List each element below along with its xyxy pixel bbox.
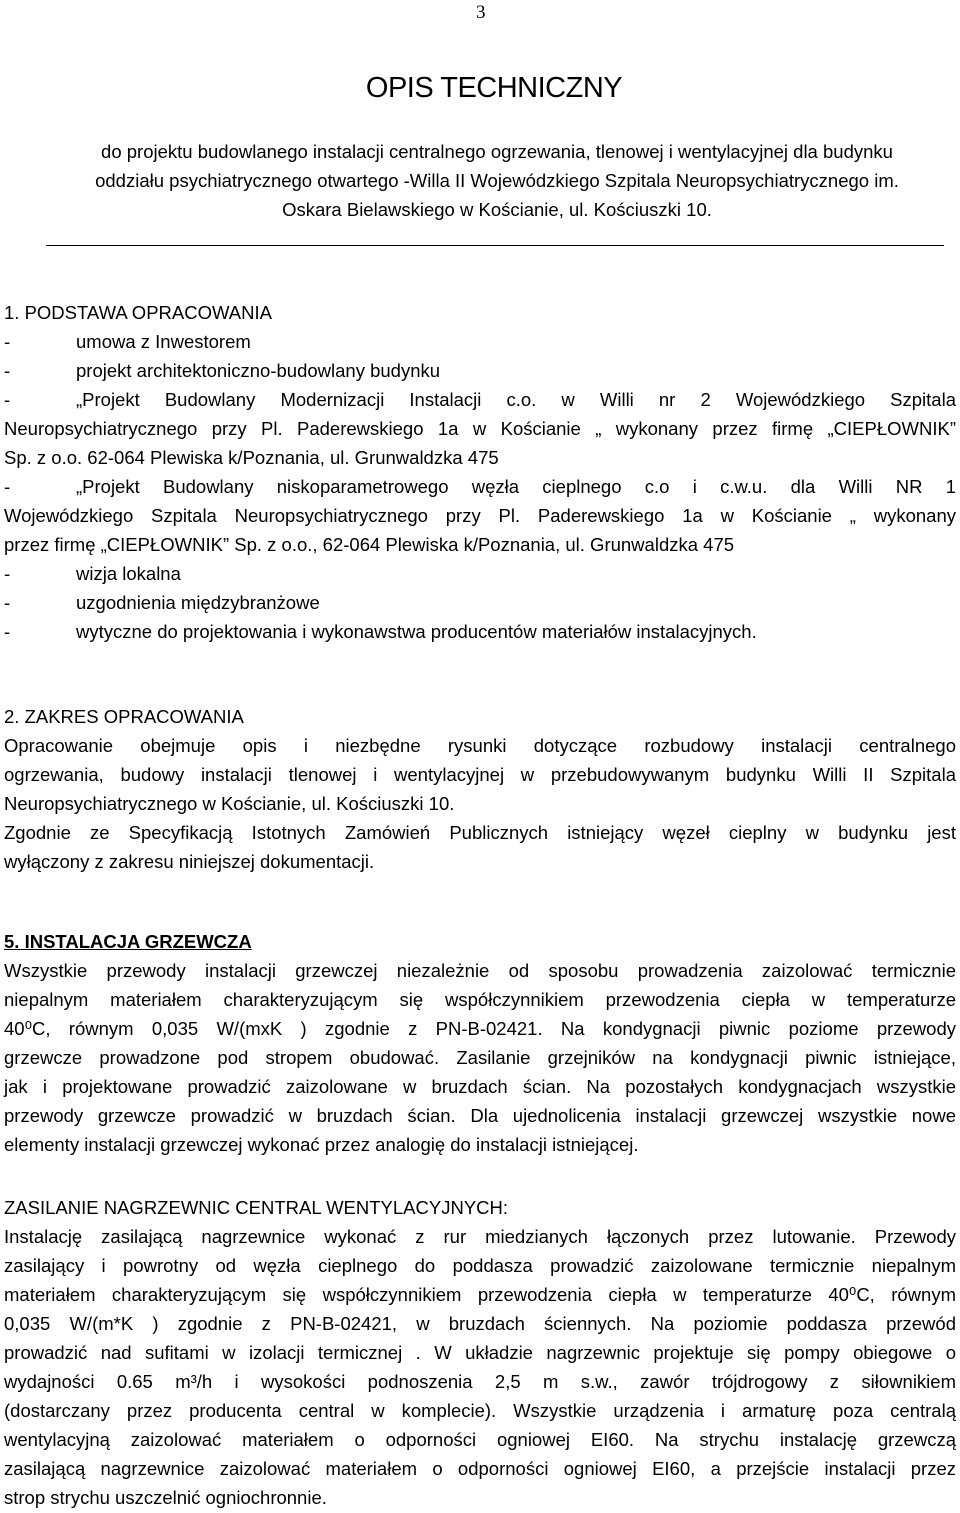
paragraph <box>4 1222 956 1512</box>
paragraph-line: zasilający i powrotny od węzła cieplnego do poddasza prowadzić zaizolowane termicznie niepalnym <box>4 1255 956 1276</box>
list-dash: - <box>4 476 11 497</box>
paragraph-line: 40⁰C, równym 0,035 W/(mxK ) zgodnie z PN-B-02421. Na kondygnacji piwnic poziome przewody <box>4 1018 956 1039</box>
list-item-text: umowa z Inwestorem <box>76 331 251 352</box>
paragraph-line: strop strychu uszczelnić ogniochronnie. <box>4 1487 327 1508</box>
list-dash: - <box>4 360 11 381</box>
section-heading: 1. PODSTAWA OPRACOWANIA <box>4 302 272 323</box>
paragraph-line: materiałem charakteryzującym się współczynnikiem przewodzenia ciepła w temperaturze 40⁰C, równym <box>4 1284 956 1305</box>
paragraph-line: jak i projektowane prowadzić zaizolowane w bruzdach ścian. Na pozostałych kondygnacjach wszystkie <box>4 1076 956 1097</box>
section-heading: ZASILANIE NAGRZEWNIC CENTRAL WENTYLACYJNYCH: <box>4 1197 509 1218</box>
paragraph-line: Opracowanie obejmuje opis i niezbędne rysunki dotyczące rozbudowy instalacji centralnego <box>4 735 956 756</box>
list-item <box>4 472 956 501</box>
list-item-text: projekt architektoniczno-budowlany budynku <box>76 360 441 381</box>
list-item-continuation: Neuropsychiatrycznego przy Pl. Paderewskiego 1a w Kościanie „ wykonany przez firmę „CIEPŁOWNIK” <box>4 418 956 439</box>
list-item-text: „Projekt Budowlany Modernizacji Instalacji c.o. w Willi nr 2 Wojewódzkiego Szpitala <box>76 389 956 410</box>
paragraph <box>4 731 956 818</box>
list-dash: - <box>4 331 11 352</box>
paragraph-line: wydajności 0.65 m³/h i wysokości podnoszenia 2,5 m s.w., zawór trójdrogowy z siłownikiem <box>4 1371 956 1392</box>
paragraph-line: Wszystkie przewody instalacji grzewczej niezależnie od sposobu prowadzenia zaizolować termicznie <box>4 960 956 981</box>
subtitle-line: do projektu budowlanego instalacji centralnego ogrzewania, tlenowej i wentylacyjnej dla budynku <box>101 141 893 162</box>
list-item-continuation: Sp. z o.o. 62-064 Plewiska k/Poznania, ul. Grunwaldzka 475 <box>4 447 499 468</box>
list-dash: - <box>4 389 11 410</box>
paragraph <box>4 818 956 876</box>
section-heading: 5. INSTALACJA GRZEWCZA <box>4 931 252 952</box>
list-item <box>4 385 956 414</box>
paragraph-line: Zgodnie ze Specyfikacją Istotnych Zamówień Publicznych istniejący węzeł cieplny w budynku jest <box>4 822 956 843</box>
section-basis <box>4 298 956 646</box>
list-item-text: uzgodnienia międzybranżowe <box>76 592 320 613</box>
horizontal-rule <box>46 245 944 246</box>
paragraph <box>4 956 956 1159</box>
list-item <box>4 559 956 588</box>
list-item-text: „Projekt Budowlany niskoparametrowego węzła cieplnego c.o i c.w.u. dla Willi NR 1 <box>76 476 956 497</box>
list-item-continuation: Wojewódzkiego Szpitala Neuropsychiatrycznego przy Pl. Paderewskiego 1a w Kościanie „ wykonany <box>4 505 956 526</box>
paragraph-line: prowadzić nad sufitami w izolacji termicznej . W układzie nagrzewnic projektuje się pompy obiegowe o <box>4 1342 956 1363</box>
list-item <box>4 617 956 646</box>
paragraph-line: elementy instalacji grzewczej wykonać przez analogię do instalacji istniejącej. <box>4 1134 639 1155</box>
paragraph-line: przewody grzewcze prowadzić w bruzdach ścian. Dla ujednolicenia instalacji grzewczej wszystkie nowe <box>4 1105 956 1126</box>
subtitle-line: oddziału psychiatrycznego otwartego -Willa II Wojewódzkiego Szpitala Neuropsychiatrycznego im. <box>95 170 899 191</box>
paragraph-line: zasilającą nagrzewnice zaizolować materiałem o odporności ogniowej EI60, a przejście instalacji przez <box>4 1458 956 1479</box>
section-scope <box>4 702 956 876</box>
list-item <box>4 356 956 385</box>
paragraph-line: (dostarczany przez producenta central w komplecie). Wszystkie urządzenia i armaturę poza centralą <box>4 1400 956 1421</box>
paragraph-line: wentylacyjną zaizolować materiałem o odporności ogniowej EI60. Na strychu instalację grzewczą <box>4 1429 956 1450</box>
section-heating <box>4 927 956 1159</box>
list-item-text: wizja lokalna <box>76 563 181 584</box>
paragraph-line: grzewcze prowadzone pod stropem obudować. Zasilanie grzejników na kondygnacji piwnic istniejące, <box>4 1047 956 1068</box>
paragraph-line: wyłączony z zakresu niniejszej dokumentacji. <box>4 851 375 872</box>
list-dash: - <box>4 563 11 584</box>
list-item <box>4 327 956 356</box>
subtitle-line: Oskara Bielawskiego w Kościanie, ul. Kościuszki 10. <box>282 199 712 220</box>
section-heading: 2. ZAKRES OPRACOWANIA <box>4 706 244 727</box>
list-item <box>4 588 956 617</box>
paragraph-line: Instalację zasilającą nagrzewnice wykonać z rur miedzianych łączonych przez lutowanie. Przewody <box>4 1226 956 1247</box>
document-subtitle <box>0 137 960 224</box>
paragraph-line: niepalnym materiałem charakteryzującym się współczynnikiem przewodzenia ciepła w temperaturze <box>4 989 956 1010</box>
paragraph-line: ogrzewania, budowy instalacji tlenowej i wentylacyjnej w przebudowywanym budynku Willi II Szpitala <box>4 764 956 785</box>
document-title: OPIS TECHNICZNY <box>365 72 623 104</box>
list-item-text: wytyczne do projektowania i wykonawstwa producentów materiałów instalacyjnych. <box>76 621 757 642</box>
section-heater-supply <box>4 1193 956 1512</box>
paragraph-line: Neuropsychiatrycznego w Kościanie, ul. Kościuszki 10. <box>4 793 455 814</box>
paragraph-line: 0,035 W/(m*K ) zgodnie z PN-B-02421, w bruzdach ściennych. Na poziomie poddasza przewód <box>4 1313 956 1334</box>
list-dash: - <box>4 621 11 642</box>
list-item-continuation: przez firmę „CIEPŁOWNIK” Sp. z o.o., 62-064 Plewiska k/Poznania, ul. Grunwaldzka 475 <box>4 534 735 555</box>
page-number: 3 <box>476 2 486 23</box>
list-dash: - <box>4 592 11 613</box>
